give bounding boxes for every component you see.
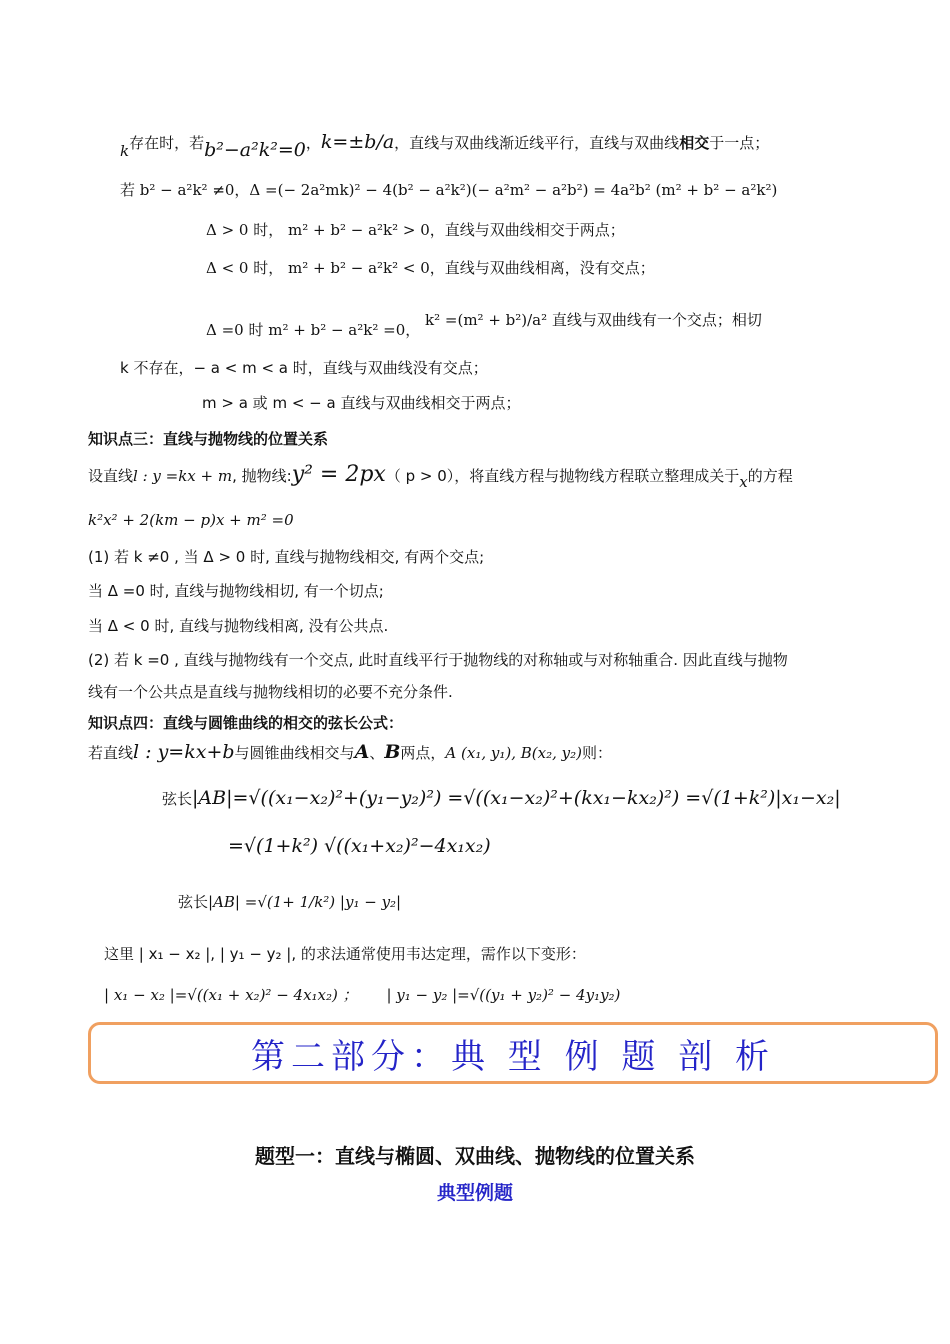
- formula-parabola: y² = 2px: [291, 462, 386, 487]
- bold-intersect: 相交: [679, 134, 710, 152]
- parabola-case-2-cont: 线有一个公共点是直线与抛物线相切的必要不充分条件.: [88, 683, 453, 701]
- discriminant-line: 若 b² − a²k² ≠0，Δ =(− 2a²mk)² − 4(b² − a²k²)(− a²m² − a²b²) = 4a²b² (m² + b² − a²k²): [120, 181, 778, 199]
- vieta-note-line: 这里 | x₁ − x₂ |, | y₁ − y₂ |, 的求法通常使用韦达定理，需作以下变形：: [104, 945, 586, 963]
- formula-k-slope: k=±b/a: [320, 131, 395, 153]
- formula-chord-y: |AB| =√(1+ 1/k²) |y₁ − y₂|: [208, 893, 402, 911]
- hyperbola-k-exists-line: [120, 131, 770, 161]
- text-fragment: 存在时，若: [129, 134, 205, 152]
- formula-line-l: l : y =kx + m: [133, 467, 233, 485]
- text-fragment: （ p > 0），将直线方程与抛物线方程联立整理成关于: [385, 467, 740, 485]
- vieta-transform-line: [104, 985, 620, 1005]
- quadratic-equation: k²x² + 2(km − p)x + m² =0: [88, 511, 294, 529]
- text-fragment: 弦长: [178, 893, 209, 911]
- symbol-x: x: [739, 473, 748, 491]
- banner-title: 第二部分：典 型 例 题 剖 析: [250, 1036, 776, 1077]
- chord-setup-line: [88, 742, 612, 763]
- formula-delta-zero: Δ =0 时 m² + b² − a²k² =0，: [206, 321, 421, 339]
- heading-parabola: 知识点三：直线与抛物线的位置关系: [88, 430, 329, 448]
- section-subtitle: 典型例题: [436, 1182, 513, 1204]
- chord-length-x-line: [162, 788, 841, 809]
- delta-positive-line: Δ > 0 时， m² + b² − a²k² > 0，直线与双曲线相交于两点；: [206, 221, 625, 239]
- formula-k-squared: k² =(m² + b²)/a²: [425, 311, 548, 329]
- formula-line-l: l : y=kx+b: [133, 741, 235, 763]
- point-a: A: [354, 741, 370, 763]
- part-two-banner: [88, 1022, 938, 1084]
- text-fragment: , 抛物线:: [232, 467, 292, 485]
- text-fragment: 设直线: [88, 467, 134, 485]
- text-fragment: 与圆锥曲线相交与: [234, 744, 355, 762]
- formula-x-diff: | x₁ − x₂ |=√((x₁ + x₂)² − 4x₁x₂) ；: [104, 986, 358, 1004]
- delta-zero-line: [206, 310, 762, 339]
- text-fragment: 、: [369, 744, 385, 762]
- chord-length-vieta-line: =√(1+k²) √((x₁+x₂)²−4x₁x₂): [228, 835, 491, 857]
- section-title: 题型一：直线与椭圆、双曲线、抛物线的位置关系: [255, 1144, 695, 1168]
- text-fragment: 则：: [581, 744, 612, 762]
- parabola-setup-line: [88, 462, 793, 491]
- parabola-case-separate: 当 Δ < 0 时, 直线与抛物线相离, 没有公共点.: [88, 617, 389, 635]
- text-fragment: ，直线与双曲线渐近线平行，直线与双曲线: [394, 134, 680, 152]
- formula-chord-x: |AB|=√((x₁−x₂)²+(y₁−y₂)²) =√((x₁−x₂)²+(kx₁−kx₂)²) =√(1+k²)|x₁−x₂|: [192, 787, 841, 809]
- text-fragment: ，: [305, 134, 321, 152]
- text-fragment: 弦长: [162, 790, 193, 808]
- parabola-case-2: (2) 若 k =0 , 直线与抛物线有一个交点, 此时直线平行于抛物线的对称轴或与对称轴重合. 因此直线与抛物: [88, 651, 788, 669]
- parabola-case-1: (1) 若 k ≠0 , 当 Δ > 0 时, 直线与抛物线相交, 有两个交点;: [88, 548, 485, 566]
- formula-points: A (x₁, y₁), B(x₂, y₂): [445, 744, 582, 762]
- m-range-line: m > a 或 m < − a 直线与双曲线相交于两点；: [202, 394, 521, 412]
- text-fragment: 若直线: [88, 744, 134, 762]
- point-b: B: [384, 741, 401, 763]
- k-not-exist-line: k 不存在，− a < m < a 时，直线与双曲线没有交点；: [120, 359, 488, 377]
- symbol-k: k: [120, 142, 130, 160]
- text-fragment: 的方程: [747, 467, 793, 485]
- text-fragment: 直线与双曲线有一个交点；相切: [551, 311, 762, 329]
- text-fragment: 于一点；: [709, 134, 770, 152]
- text-fragment: 两点，: [400, 744, 446, 762]
- formula-y-diff: | y₁ − y₂ |=√((y₁ + y₂)² − 4y₁y₂): [386, 986, 621, 1004]
- heading-chord-length: 知识点四：直线与圆锥曲线的相交的弦长公式：: [88, 714, 404, 732]
- delta-negative-line: Δ < 0 时， m² + b² − a²k² < 0，直线与双曲线相离，没有交点；: [206, 259, 655, 277]
- chord-length-y-line: [178, 892, 401, 912]
- parabola-case-tangent: 当 Δ =0 时, 直线与抛物线相切, 有一个切点;: [88, 582, 384, 600]
- formula-b2-a2k2: b²−a²k²=0: [204, 139, 306, 161]
